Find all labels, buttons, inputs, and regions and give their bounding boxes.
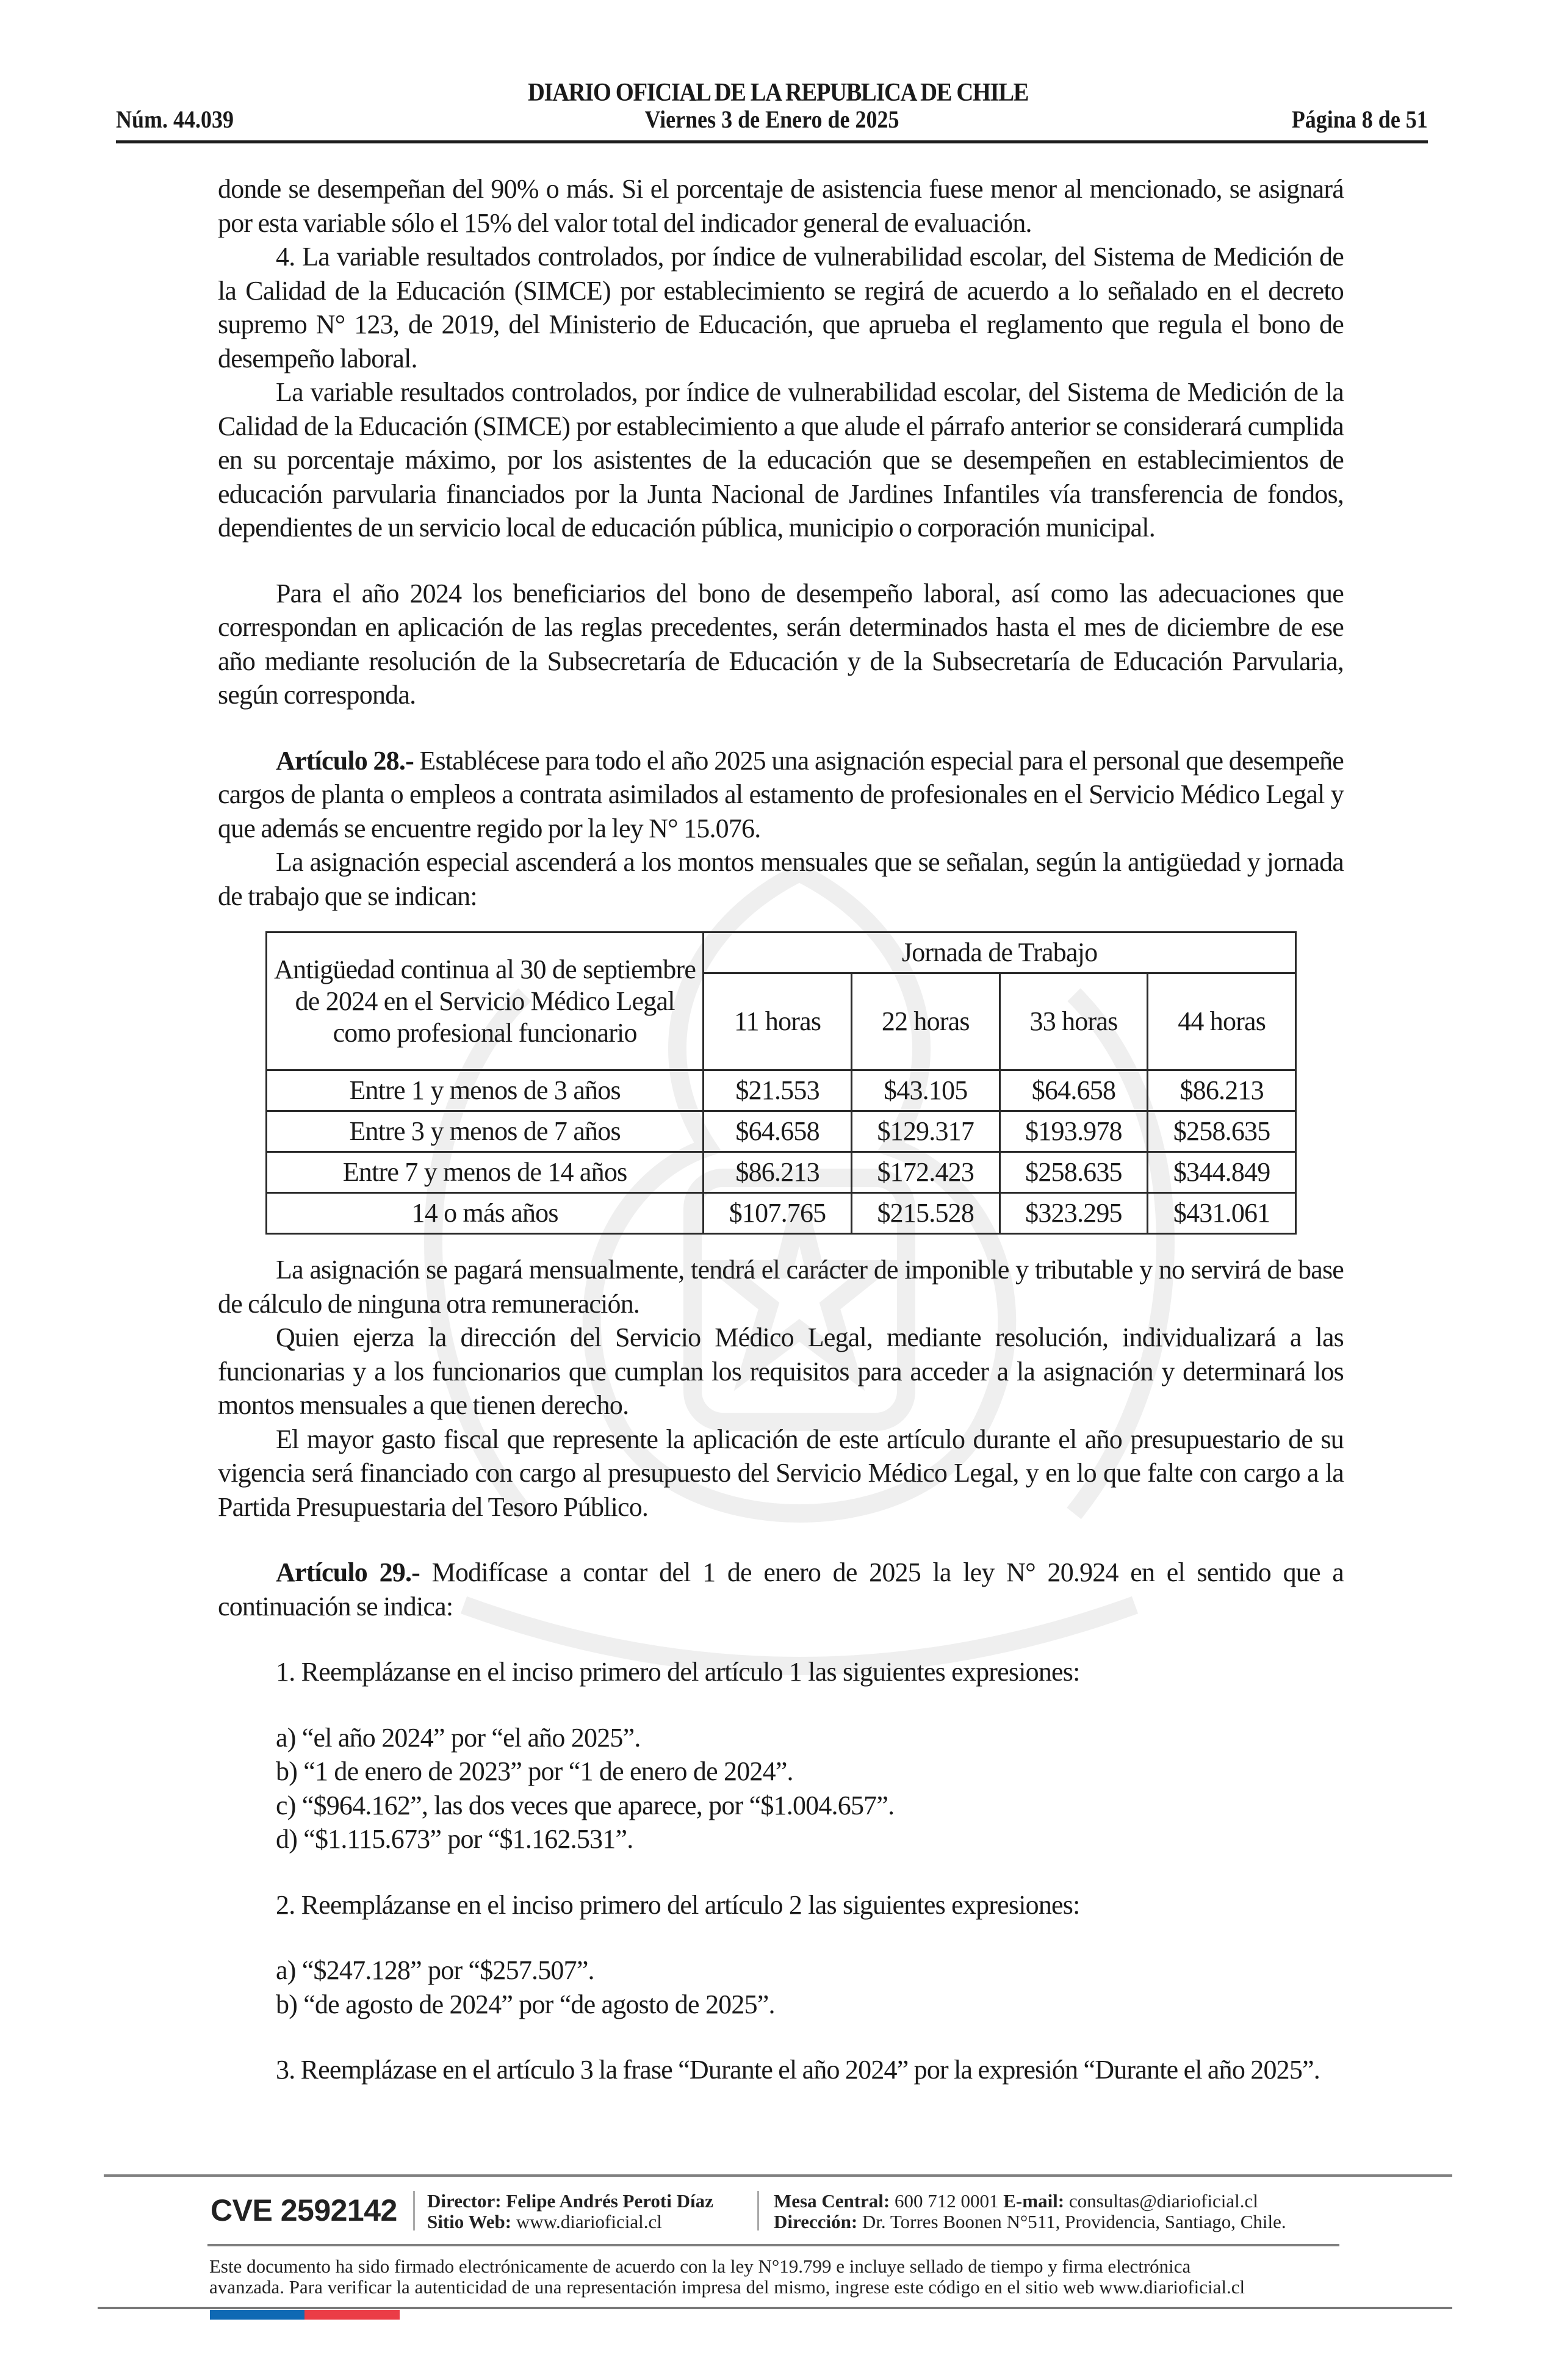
table-cell: $258.635 xyxy=(1000,1152,1148,1193)
spacer xyxy=(218,1623,1344,1655)
table-row xyxy=(267,1193,1296,1234)
table-cell: $193.978 xyxy=(1000,1111,1148,1152)
row-label: 14 o más años xyxy=(267,1193,704,1234)
spacer xyxy=(218,1689,1344,1721)
footer-separator xyxy=(413,2191,415,2230)
table-row xyxy=(267,1111,1296,1152)
spacer xyxy=(218,1524,1344,1556)
column-header: 11 horas xyxy=(704,973,852,1070)
table-cell: $107.765 xyxy=(704,1193,852,1234)
footer-separator xyxy=(757,2191,759,2230)
issue-number: Núm. 44.039 xyxy=(116,106,234,133)
website-label: Sitio Web: xyxy=(427,2211,512,2232)
article-heading: Artículo 28.- xyxy=(276,745,414,776)
footer-divider-middle xyxy=(207,2244,1339,2246)
paragraph: Para el año 2024 los beneficiarios del bono de desempeño laboral, así como las adecuaciones que correspondan en aplicación de las reglas precedentes, serán determinados hasta el mes de diciembre de ese año mediante resolución de la Subsecretaría de Educación y de la Subsecretaría de Educación Parvularia, según corresponda. xyxy=(218,578,1344,710)
row-label: Entre 7 y menos de 14 años xyxy=(267,1152,704,1193)
sub-item: a) “el año 2024” por “el año 2025”. xyxy=(276,1722,641,1753)
footer-director-block xyxy=(427,2191,713,2232)
table-cell: $172.423 xyxy=(851,1152,1000,1193)
paragraph: 4. La variable resultados controlados, por índice de vulnerabilidad escolar, del Sistema de Medición de la Calidad de la Educación (SIMCE) por establecimiento se regirá de acuerdo a lo señalado en el decreto supremo N° 123, de 2019, del Ministerio de Educación, que aprueba el reglamento que regula el bono de desempeño laboral. xyxy=(218,242,1344,373)
table-cell: $431.061 xyxy=(1148,1193,1296,1234)
paragraph: La asignación se pagará mensualmente, tendrá el carácter de imponible y tributable y no servirá de base de cálculo de ninguna otra remuneración. xyxy=(218,1255,1344,1319)
column-header: 33 horas xyxy=(1000,973,1148,1070)
director-name: Felipe Andrés Peroti Díaz xyxy=(501,2190,713,2212)
sub-item: c) “$964.162”, las dos veces que aparece, por “$1.004.657”. xyxy=(276,1790,895,1820)
article-text: Establécese para todo el año 2025 una asignación especial para el personal que desempeñe cargos de planta o empleos a contrata asimilados al estamento de profesionales en el Servicio Médico Legal y que además se encuentre regido por la ley N° 15.076. xyxy=(218,745,1344,843)
paragraph: La variable resultados controlados, por índice de vulnerabilidad escolar, del Sistema de Medición de la Calidad de la Educación (SIMCE) por establecimiento a que alude el párrafo anterior se considerará cumplida en su porcentaje máximo, por los asistentes de la educación que se desempeñen en establecimientos de educación parvularia financiados por la Junta Nacional de Jardines Infantiles vía transferencia de fondos, dependientes de un servicio local de educación pública, municipio o corporación municipal. xyxy=(218,377,1344,543)
allowance-table xyxy=(265,931,1297,1235)
address: Dr. Torres Boonen N°511, Providencia, Santiago, Chile. xyxy=(857,2211,1286,2232)
table-group-header: Jornada de Trabajo xyxy=(704,932,1296,973)
sub-item: b) “de agosto de 2024” por “de agosto de 2025”. xyxy=(276,1989,775,2019)
spacer xyxy=(218,1856,1344,1888)
paragraph: La asignación especial ascenderá a los montos mensuales que se señalan, según la antigüedad y jornada de trabajo que se indican: xyxy=(218,847,1344,911)
table-cell: $323.295 xyxy=(1000,1193,1148,1234)
table-row xyxy=(267,1070,1296,1111)
column-header: 22 horas xyxy=(851,973,1000,1070)
sub-item: b) “1 de enero de 2023” por “1 de enero de 2024”. xyxy=(276,1756,793,1786)
table-corner-header: Antigüedad continua al 30 de septiembre de 2024 en el Servicio Médico Legal como profesional funcionario xyxy=(267,932,704,1070)
list-item: 1. Reemplázanse en el inciso primero del artículo 1 las siguientes expresiones: xyxy=(276,1657,1080,1687)
article-28 xyxy=(218,744,1344,846)
paragraph: El mayor gasto fiscal que represente la aplicación de este artículo durante el año presupuestario de su vigencia será financiado con cargo al presupuesto del Servicio Médico Legal, y en lo que falte con cargo a la Partida Presupuestaria del Tesoro Público. xyxy=(218,1424,1344,1522)
sub-item: d) “$1.115.673” por “$1.162.531”. xyxy=(276,1824,633,1854)
spacer xyxy=(218,545,1344,577)
list-item: 3. Reemplázase en el artículo 3 la frase “Durante el año 2024” por la expresión “Durante el año 2025”. xyxy=(276,2055,1320,2085)
email-label: E-mail: xyxy=(1003,2190,1065,2212)
footer-divider-top xyxy=(104,2174,1452,2177)
footer-divider-bottom xyxy=(98,2307,1452,2309)
table-cell: $86.213 xyxy=(704,1152,852,1193)
electronic-signature-notice xyxy=(209,2256,1369,2298)
article-heading: Artículo 29.- xyxy=(276,1557,420,1587)
spacer xyxy=(218,2021,1344,2053)
director-label: Director: xyxy=(427,2190,502,2212)
website-link[interactable]: www.diarioficial.cl xyxy=(511,2211,662,2232)
header-row xyxy=(116,105,1428,137)
row-label: Entre 3 y menos de 7 años xyxy=(267,1111,704,1152)
table-cell: $129.317 xyxy=(851,1111,1000,1152)
table-cell: $258.635 xyxy=(1148,1111,1296,1152)
list-item: 2. Reemplázanse en el inciso primero del artículo 2 las siguientes expresiones: xyxy=(276,1889,1080,1920)
newspaper-title: DIARIO OFICIAL DE LA REPUBLICA DE CHILE xyxy=(527,79,1029,107)
table-cell: $21.553 xyxy=(704,1070,852,1111)
table-row xyxy=(267,1152,1296,1193)
document-body xyxy=(218,172,1344,2087)
spacer xyxy=(218,1235,1344,1253)
cve-code: CVE 2592142 xyxy=(211,2193,397,2227)
email-link[interactable]: consultas@diarioficial.cl xyxy=(1064,2190,1258,2212)
phone-number: 600 712 0001 xyxy=(890,2190,1004,2212)
sub-item: a) “$247.128” por “$257.507”. xyxy=(276,1955,594,1985)
paragraph: donde se desempeñan del 90% o más. Si el porcentaje de asistencia fuese menor al mencionado, se asignará por esta variable sólo el 15% del valor total del indicador general de evaluación. xyxy=(218,174,1344,238)
table-cell: $64.658 xyxy=(704,1111,852,1152)
flag-stripe-blue xyxy=(210,2310,304,2320)
table-cell: $215.528 xyxy=(851,1193,1000,1234)
paragraph: Quien ejerza la dirección del Servicio Médico Legal, mediante resolución, individualizará a las funcionarias y a los funcionarios que cumplan los requisitos para acceder a la asignación y determinará los montos mensuales a que tienen derecho. xyxy=(218,1322,1344,1420)
table-cell: $43.105 xyxy=(851,1070,1000,1111)
table-cell: $64.658 xyxy=(1000,1070,1148,1111)
address-label: Dirección: xyxy=(774,2211,858,2232)
spacer xyxy=(218,1922,1344,1953)
article-29 xyxy=(218,1556,1344,1623)
issue-date: Viernes 3 de Enero de 2025 xyxy=(644,106,899,133)
spacer xyxy=(218,712,1344,744)
page-indicator: Página 8 de 51 xyxy=(1291,106,1428,133)
legal-line: avanzada. Para verificar la autenticidad de una representación impresa del mismo, ingrese este código en el sitio web www.diarioficial.cl xyxy=(209,2276,1245,2298)
header-divider xyxy=(116,140,1428,143)
table-cell: $86.213 xyxy=(1148,1070,1296,1111)
footer-contact-block xyxy=(774,2191,1286,2232)
column-header: 44 horas xyxy=(1148,973,1296,1070)
row-label: Entre 1 y menos de 3 años xyxy=(267,1070,704,1111)
legal-line: Este documento ha sido firmado electrónicamente de acuerdo con la ley N°19.799 e incluye sellado de tiempo y firma electrónica xyxy=(209,2256,1191,2277)
table-cell: $344.849 xyxy=(1148,1152,1296,1193)
phone-label: Mesa Central: xyxy=(774,2190,890,2212)
article-text: Modifícase a contar del 1 de enero de 2025 la ley N° 20.924 en el sentido que a continuación se indica: xyxy=(218,1557,1344,1621)
flag-stripe-red xyxy=(304,2310,400,2320)
